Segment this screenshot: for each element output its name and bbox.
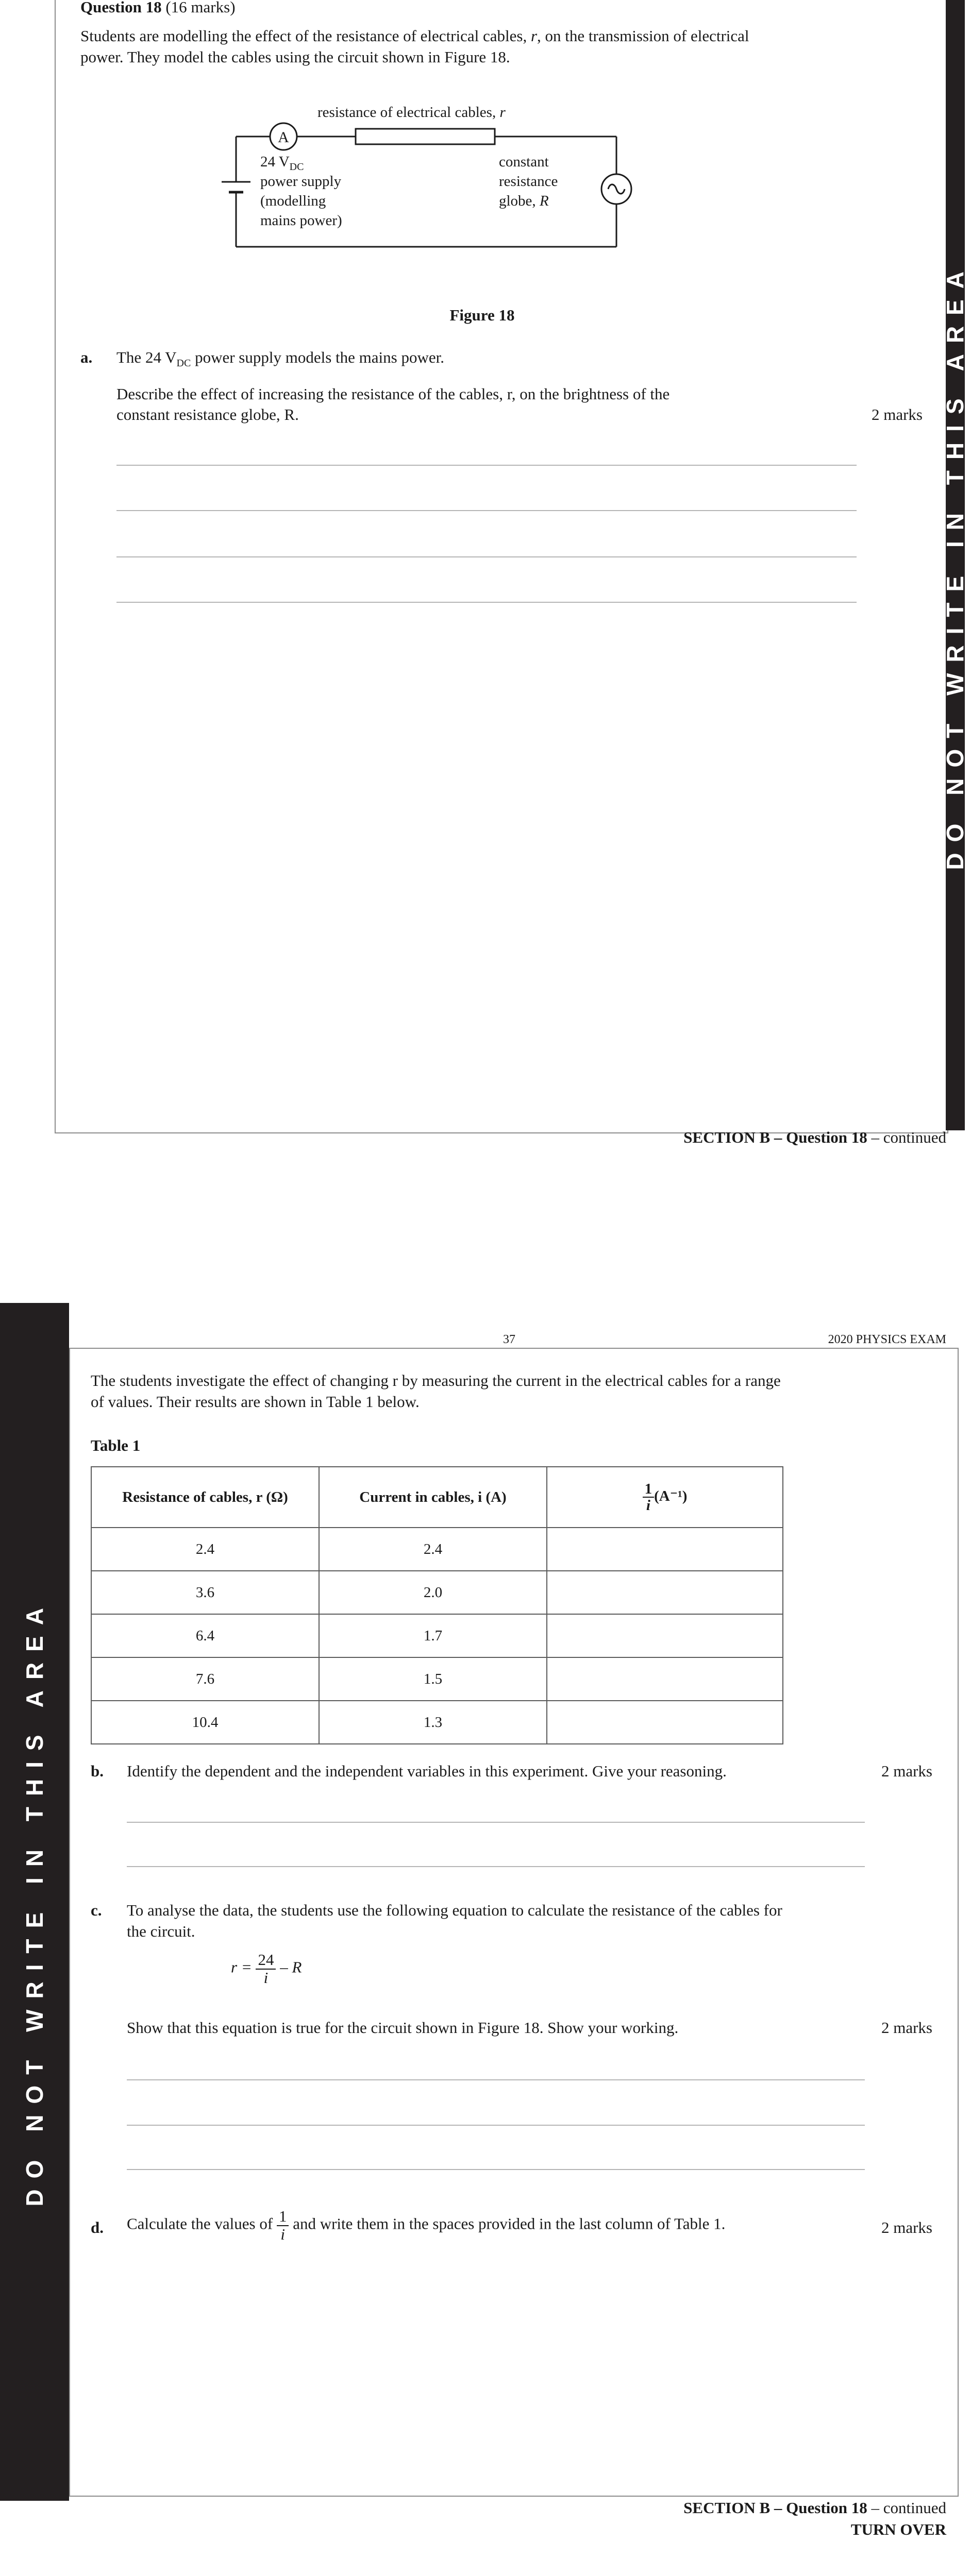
part-a-line-2: Describe the effect of increasing the resistance of the cables, r, on the brightness of the	[116, 384, 670, 403]
part-c-instruction: Show that this equation is true for the circuit shown in Figure 18. Show your working.	[127, 2019, 679, 2037]
table-row	[91, 1701, 783, 1744]
part-c-line-1: To analyse the data, the students use the following equation to calculate the resistance of the cables for	[127, 1901, 782, 1919]
table-header-resistance: Resistance of cables, r (Ω)	[91, 1467, 319, 1528]
banner-text-page2: DO NOT WRITE IN THIS AREA	[21, 1597, 48, 2207]
table-cell: 2.0	[319, 1571, 547, 1614]
answer-line-c2[interactable]	[127, 2125, 865, 2126]
globe-label-3: globe, R	[499, 193, 549, 209]
part-a-line-3: constant resistance globe, R.	[116, 405, 299, 424]
page1-continued	[683, 1127, 946, 1148]
table-cell: 1.3	[319, 1701, 547, 1744]
table-row	[91, 1614, 783, 1657]
part-a-text	[116, 347, 923, 426]
table-header-current: Current in cables, i (A)	[319, 1467, 547, 1528]
supply-label-2: power supply	[260, 173, 342, 190]
answer-cell[interactable]	[547, 1701, 783, 1744]
question-heading	[80, 0, 236, 18]
table-cell: 3.6	[91, 1571, 319, 1614]
answer-cell[interactable]	[547, 1657, 783, 1701]
table-title: Table 1	[91, 1436, 141, 1454]
part-d-letter: d.	[91, 2218, 104, 2236]
figure-caption: Figure 18	[449, 306, 515, 324]
table-header-row	[91, 1467, 783, 1528]
part-a-letter: a.	[80, 348, 93, 366]
results-table	[91, 1466, 783, 1744]
table-cell: 2.4	[91, 1528, 319, 1571]
intro-var: r	[530, 27, 538, 45]
ammeter-label: A	[278, 129, 289, 146]
banner-text: DO NOT WRITE IN THIS AREA	[942, 260, 969, 870]
answer-cell[interactable]	[547, 1528, 783, 1571]
part-c-line-2: the circuit.	[127, 1922, 195, 1940]
part-a-line-1: The 24 $V_{DC}$ power supply models the mains power.	[116, 348, 444, 369]
table-row	[91, 1571, 783, 1614]
side-banner-page1-text	[942, 0, 969, 1130]
page2-intro	[91, 1370, 926, 1413]
part-c-text	[127, 1900, 910, 1942]
answer-line-a4[interactable]	[116, 602, 857, 603]
circuit-diagram	[216, 100, 639, 265]
question-intro	[80, 26, 884, 68]
intro-text: Students are modelling the effect of the resistance of electrical cables,	[80, 27, 531, 45]
question-title: Question 18	[80, 0, 162, 16]
answer-cell[interactable]	[547, 1614, 783, 1657]
table-cell: 1.7	[319, 1614, 547, 1657]
side-banner-page2	[0, 1303, 69, 2501]
part-a-marks: 2 marks	[871, 405, 923, 424]
part-b-text: Identify the dependent and the independent variables in this experiment. Give your reasoning.	[127, 1762, 727, 1780]
question-marks: (16 marks)	[165, 0, 236, 16]
table-row	[91, 1528, 783, 1571]
answer-line-a2[interactable]	[116, 510, 857, 511]
answer-line-b1[interactable]	[127, 1822, 865, 1823]
answer-line-b2[interactable]	[127, 1866, 865, 1867]
answer-line-a1[interactable]	[116, 465, 857, 466]
globe-label-2: resistance	[499, 173, 558, 190]
continued-label: SECTION B – Question 18	[683, 1128, 867, 1146]
part-c-marks: 2 marks	[881, 2019, 932, 2037]
supply-label-1: 24 $V_{DC}$	[260, 154, 304, 173]
answer-cell[interactable]	[547, 1571, 783, 1614]
supply-label-3: (modelling	[260, 193, 326, 209]
continued-suffix: – continued	[867, 1128, 946, 1146]
supply-label-4: mains power)	[260, 212, 342, 229]
table-cell: 10.4	[91, 1701, 319, 1744]
part-b-letter: b.	[91, 1762, 104, 1780]
page2-intro-line-2: of values. Their results are shown in Table 1 below.	[91, 1392, 420, 1411]
part-b-marks: 2 marks	[881, 1762, 932, 1780]
cable-label: resistance of electrical cables, r	[317, 104, 506, 121]
cable-resistor	[356, 129, 495, 144]
page2-continued: SECTION B – Question 18 – continued	[683, 2499, 946, 2517]
page2-exam-label: 2020 PHYSICS EXAM	[828, 1333, 946, 1346]
table-header-reciprocal: $\frac{1}{i}$ (A⁻¹)	[547, 1467, 783, 1528]
intro-line-2: power. They model the cables using the circuit shown in Figure 18.	[80, 47, 510, 66]
page2-number: 37	[503, 1333, 515, 1346]
table-cell: 7.6	[91, 1657, 319, 1701]
globe-label-1: constant	[499, 154, 549, 170]
turn-over: TURN OVER	[850, 2520, 946, 2538]
table-row	[91, 1657, 783, 1701]
part-c-letter: c.	[91, 1901, 102, 1919]
intro-text-2: , on the transmission of electrical	[537, 27, 749, 45]
table-cell: 2.4	[319, 1528, 547, 1571]
page2-intro-line-1: The students investigate the effect of changing r by measuring the current in the electrical cables for a range	[91, 1371, 781, 1389]
part-a-line-3-row	[116, 404, 923, 426]
table-cell: 6.4	[91, 1614, 319, 1657]
answer-line-c3[interactable]	[127, 2169, 865, 2170]
table-cell: 1.5	[319, 1657, 547, 1701]
part-d-text: Calculate the values of $\frac{1}{i}$ and write them in the spaces provided in the last column of Table 1.	[127, 2207, 726, 2243]
part-d-marks: 2 marks	[881, 2218, 932, 2236]
part-c-equation: r = $\frac{24}{i}$ – R	[231, 1951, 302, 1987]
answer-line-a3[interactable]	[116, 556, 857, 557]
answer-line-c1[interactable]	[127, 2079, 865, 2080]
